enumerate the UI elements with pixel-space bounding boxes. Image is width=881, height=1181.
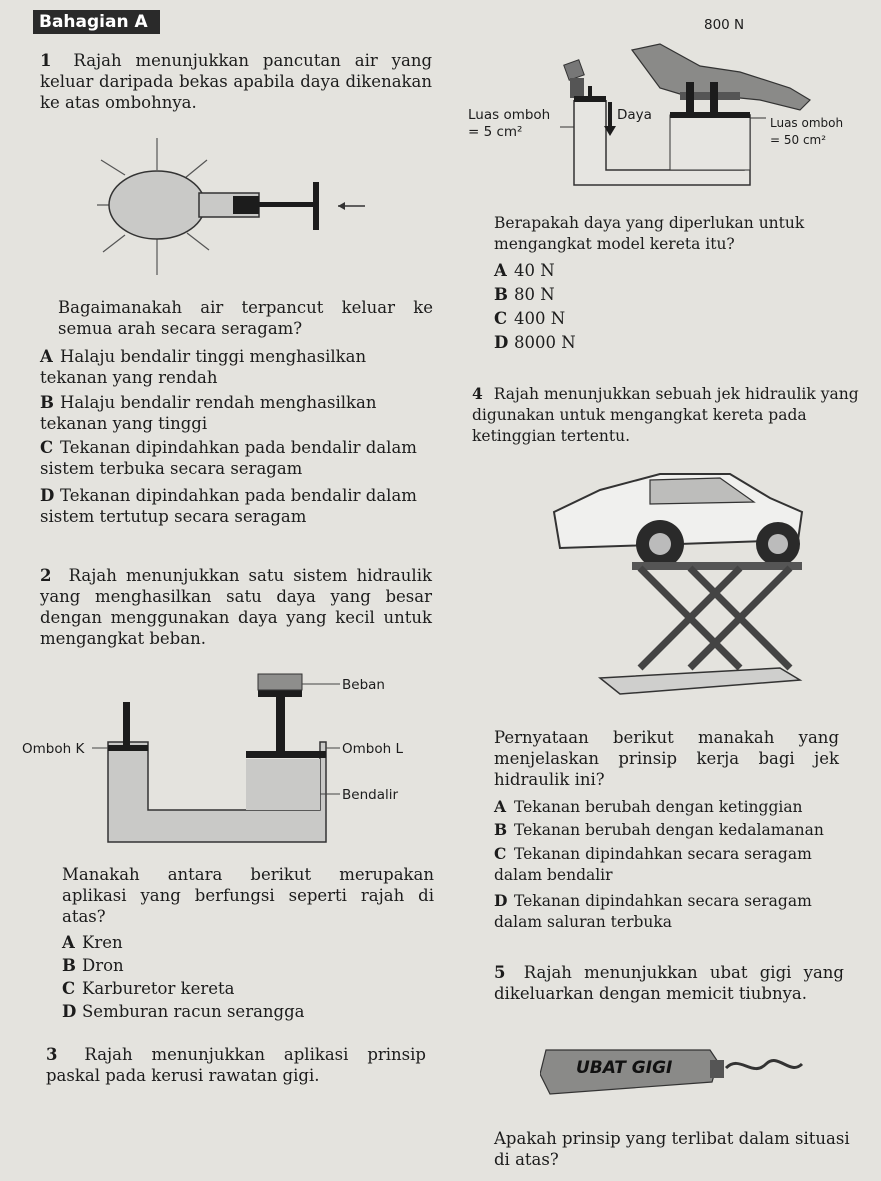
load-platform [258, 690, 302, 697]
label-luas-big-2: = 50 cm² [770, 133, 827, 147]
q2-number: 2 [40, 566, 52, 585]
q3-option-d[interactable]: D 8000 N [494, 333, 576, 352]
load-block [258, 674, 302, 690]
section-header: Bahagian A [33, 10, 160, 34]
q3-option-c[interactable]: C 400 N [494, 309, 566, 328]
q1-stem-text: Rajah menunjukkan pancutan air yang keluar daripada bekas apabila daya dikenakan ke atas ombohnya. [40, 51, 433, 112]
q4-car-jack-diagram [540, 468, 820, 708]
label-luas-small-2: = 5 cm² [468, 124, 523, 140]
small-piston-rod [588, 86, 592, 98]
big-cylinder [670, 115, 750, 170]
tube-label: UBAT GIGI [576, 1058, 673, 1078]
piston-head [233, 196, 259, 214]
q2-stem [40, 565, 432, 649]
q2-stem-text: Rajah menunjukkan satu sistem hidraulik yang menghasilkan satu daya yang besar dengan menggunakan daya yang kecil untuk mengangkat beban. [40, 566, 432, 648]
tube-cap [710, 1060, 724, 1078]
lift-top-platform [632, 562, 802, 570]
q5-question: Apakah prinsip yang terlibat dalam situasi di atas? [494, 1129, 850, 1169]
q5-stem [494, 962, 844, 1004]
q2-question: Manakah antara berikut merupakan aplikasi yang berfungsi seperti rajah di atas? [62, 865, 434, 926]
chair-seat [632, 44, 810, 110]
piston-l [246, 751, 326, 758]
q1-option-d[interactable]: D Tekanan dipindahkan pada bendalir dalam sistem tertutup secara seragam [40, 486, 417, 526]
q4-stem [472, 383, 872, 447]
piston-rod [259, 202, 313, 207]
water-sphere [109, 171, 205, 239]
label-daya: Daya [617, 107, 652, 123]
q1-stem [40, 50, 432, 113]
label-beban: Beban [342, 677, 385, 693]
scissor-arms [640, 568, 790, 668]
q3-dental-chair-diagram [560, 30, 860, 190]
q3-option-a[interactable]: A 40 N [494, 261, 555, 280]
label-luas-big-1: Luas omboh [770, 116, 844, 130]
q1-option-a[interactable]: A Halaju bendalir tinggi menghasilkan tekanan yang rendah [40, 347, 367, 387]
q4-option-b[interactable]: B Tekanan berubah dengan kedalamanan [494, 820, 824, 839]
big-piston [670, 112, 750, 118]
chair-rod-r [710, 82, 718, 112]
piston-handle [313, 182, 319, 230]
label-800n: 800 N [704, 17, 745, 33]
fluid-left [114, 749, 142, 810]
lift-base [600, 668, 800, 694]
q4-option-a[interactable]: A Tekanan berubah dengan ketinggian [494, 797, 803, 816]
label-luas-small-1: Luas omboh [468, 107, 551, 123]
q2-option-b[interactable]: B Dron [62, 956, 124, 975]
front-hub [649, 533, 671, 555]
lamp-icon [564, 60, 585, 81]
q1-sphere-diagram [95, 130, 385, 280]
q4-option-d[interactable]: D Tekanan dipindahkan secara seragam dalam saluran terbuka [494, 891, 812, 931]
piston-l-rod [276, 696, 285, 753]
q3-question: Berapakah daya yang diperlukan untuk mengangkat model kereta itu? [494, 214, 805, 253]
rear-hub [768, 534, 788, 554]
fluid-right [246, 759, 320, 810]
q4-question: Pernyataan berikut manakah yang menjelaskan prinsip kerja bagi jek hidraulik ini? [494, 728, 839, 789]
label-bendalir: Bendalir [342, 787, 399, 803]
q1-option-c[interactable]: C Tekanan dipindahkan pada bendalir dalam sistem terbuka secara seragam [40, 438, 417, 478]
q3-option-b[interactable]: B 80 N [494, 285, 555, 304]
q3-stem-text: Rajah menunjukkan aplikasi prinsip paskal pada kerusi rawatan gigi. [46, 1045, 426, 1085]
force-arrow-icon [338, 202, 365, 210]
q4-option-c[interactable]: C Tekanan dipindahkan secara seragam dalam bendalir [494, 844, 812, 884]
q2-hydraulic-diagram [90, 672, 350, 847]
q4-number: 4 [472, 384, 483, 403]
q2-option-a[interactable]: A Kren [62, 933, 123, 952]
q5-number: 5 [494, 963, 506, 982]
q3-number: 3 [46, 1045, 58, 1064]
q4-stem-text: Rajah menunjukkan sebuah jek hidraulik yang digunakan untuk mengangkat kereta pada ketinggian tertentu. [472, 385, 859, 445]
lamp-stand [570, 78, 584, 98]
piston-k-rod [123, 702, 130, 747]
q2-option-c[interactable]: C Karburetor kereta [62, 979, 235, 998]
q1-option-b[interactable]: B Halaju bendalir rendah menghasilkan tekanan yang tinggi [40, 393, 377, 433]
label-omboh-l: Omboh L [342, 741, 403, 757]
toothpaste-strip [726, 1061, 802, 1069]
q2-option-d[interactable]: D Semburan racun serangga [62, 1002, 305, 1021]
q3-stem [46, 1044, 426, 1086]
q5-stem-text: Rajah menunjukkan ubat gigi yang dikeluarkan dengan memicit tiubnya. [494, 963, 844, 1003]
chair-rod-l [686, 82, 694, 112]
label-omboh-k: Omboh K [22, 741, 85, 757]
q1-number: 1 [40, 51, 52, 70]
q1-question: Bagaimanakah air terpancut keluar ke semua arah secara seragam? [58, 298, 433, 338]
